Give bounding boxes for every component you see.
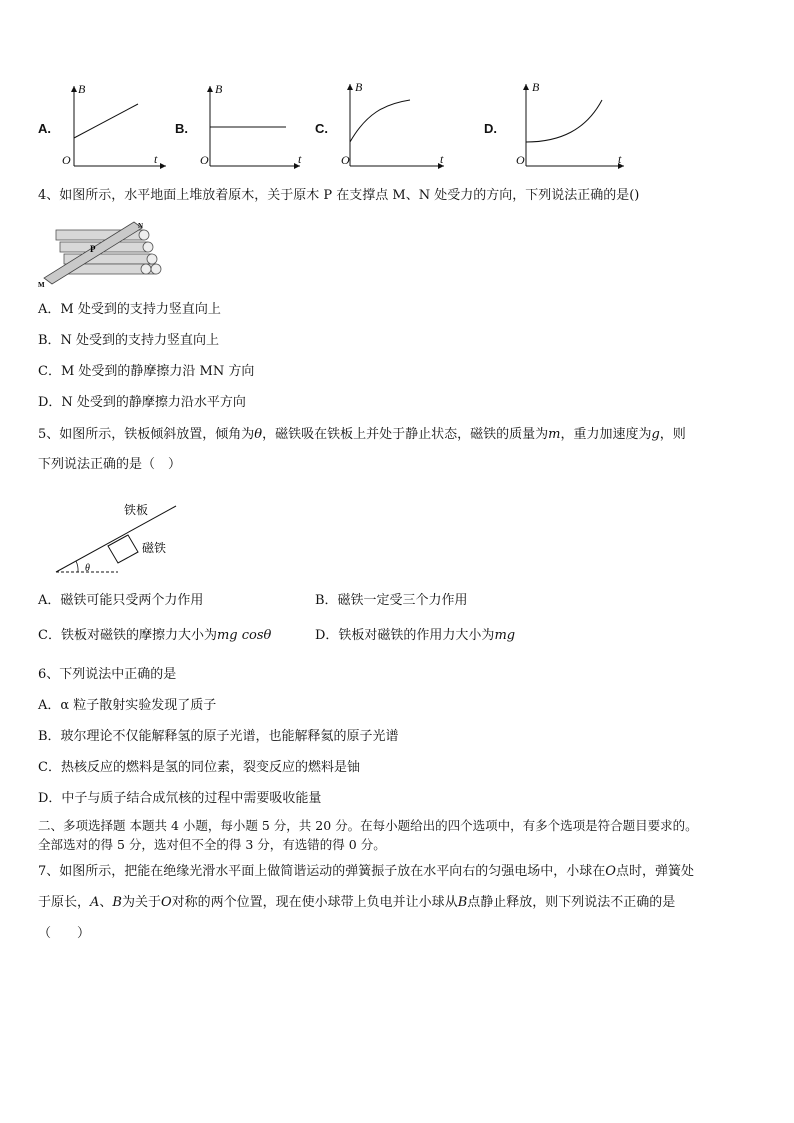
q5-incline-figure	[52, 496, 184, 578]
origin-label: O	[516, 153, 525, 167]
q5-option-c: C．铁板对磁铁的摩擦力大小为mg cosθ	[38, 628, 272, 643]
q6-option-b: B．玻尔理论不仅能解释氢的原子光谱，也能解释氦的原子光谱	[38, 729, 399, 744]
q5-option-b: B．磁铁一定受三个力作用	[315, 593, 468, 608]
symbol-g: g	[651, 427, 660, 442]
log-pile-illustration	[38, 218, 168, 288]
q6-option-a: A．α 粒子散射实验发现了质子	[38, 698, 217, 713]
symbol-a: A	[90, 895, 100, 910]
label-n: N	[138, 222, 144, 230]
y-axis-arrow	[523, 84, 529, 90]
label-angle: θ	[85, 563, 90, 574]
symbol-theta: θ	[254, 427, 263, 442]
incline-diagram	[52, 496, 184, 578]
curve-rising-line	[74, 104, 138, 138]
formula-mg: mg	[494, 628, 516, 643]
x-label: t	[154, 152, 158, 166]
q5-stem: 5、如图所示，铁板倾斜放置，倾角为θ，磁铁吸在铁板上并处于静止状态，磁铁的质量为m，重力加速度为g，则	[38, 427, 686, 442]
y-axis-arrow	[71, 86, 77, 92]
q7-line1: 7、如图所示，把能在绝缘光滑水平面上做简谐运动的弹簧振子放在水平向右的匀强电场中，小球在O点时，弹簧处	[38, 864, 694, 879]
symbol-o: O	[605, 864, 616, 879]
x-axis-arrow	[160, 163, 166, 169]
q4-log-pile-figure	[38, 218, 168, 288]
y-axis-arrow	[207, 86, 213, 92]
option-label: B.	[175, 121, 188, 136]
y-label: B	[532, 80, 540, 94]
label-p: P	[90, 244, 96, 254]
origin-label: O	[341, 153, 350, 167]
q4-stem: 4、如图所示，水平地面上堆放着原木，关于原木 P 在支撑点 M、N 处受力的方向，下列说法正确的是()	[38, 188, 640, 203]
label-magnet: 磁铁	[142, 541, 167, 555]
symbol-m: m	[548, 427, 561, 442]
label-iron-plate: 铁板	[124, 503, 149, 517]
q6-option-c: C．热核反应的燃料是氢的同位素，裂变反应的燃料是铀	[38, 760, 360, 775]
iron-plate-line	[56, 506, 176, 572]
graph-d	[512, 78, 630, 172]
q4-option-b: B．N 处受到的支持力竖直向上	[38, 333, 220, 348]
y-label: B	[355, 80, 363, 94]
section2-line2: 全部选对的得 5 分，选对但不全的得 3 分，有选错的得 0 分。	[38, 837, 386, 852]
q4-option-a: A．M 处受到的支持力竖直向上	[38, 302, 221, 317]
graph-c	[336, 78, 448, 172]
q7-answer-brackets: （ ）	[38, 926, 91, 941]
q6-stem: 6、下列说法中正确的是	[38, 667, 177, 682]
x-label: t	[298, 152, 302, 166]
y-label: B	[215, 82, 223, 96]
x-label: t	[440, 152, 444, 166]
symbol-b: B	[112, 895, 122, 910]
y-label: B	[78, 82, 86, 96]
curve-convex	[526, 100, 602, 142]
origin-label: O	[200, 153, 209, 167]
option-label: D.	[484, 121, 497, 136]
option-label: A.	[38, 121, 51, 136]
label-m: M	[38, 281, 45, 288]
curve-concave	[350, 100, 410, 142]
x-label: t	[618, 152, 622, 166]
q4-option-c: C．M 处受到的静摩擦力沿 MN 方向	[38, 364, 255, 379]
q5-option-a: A．磁铁可能只受两个力作用	[38, 593, 204, 608]
graph-b	[196, 80, 306, 172]
q5-option-d: D．铁板对磁铁的作用力大小为mg	[315, 628, 516, 643]
option-label: C.	[315, 121, 328, 136]
symbol-o: O	[161, 895, 172, 910]
angle-arc	[76, 561, 78, 572]
symbol-b: B	[457, 895, 468, 910]
magnet-block	[108, 535, 138, 563]
origin-label: O	[62, 153, 71, 167]
formula-mg-cos-theta: mg cosθ	[216, 628, 272, 643]
q4-option-d: D．N 处受到的静摩擦力沿水平方向	[38, 395, 246, 410]
q5-stem-line2: 下列说法正确的是（ ）	[38, 457, 182, 472]
section2-line1: 二、多项选择题 本题共 4 小题，每小题 5 分，共 20 分。在每小题给出的四个选项中，有多个选项是符合题目要求的。	[38, 818, 698, 833]
q6-option-d: D．中子与质子结合成氘核的过程中需要吸收能量	[38, 791, 322, 806]
q7-line2: 于原长，A、B为关于O对称的两个位置，现在使小球带上负电并让小球从B点静止释放，则下列说法不正确的是	[38, 895, 676, 910]
y-axis-arrow	[347, 84, 353, 90]
